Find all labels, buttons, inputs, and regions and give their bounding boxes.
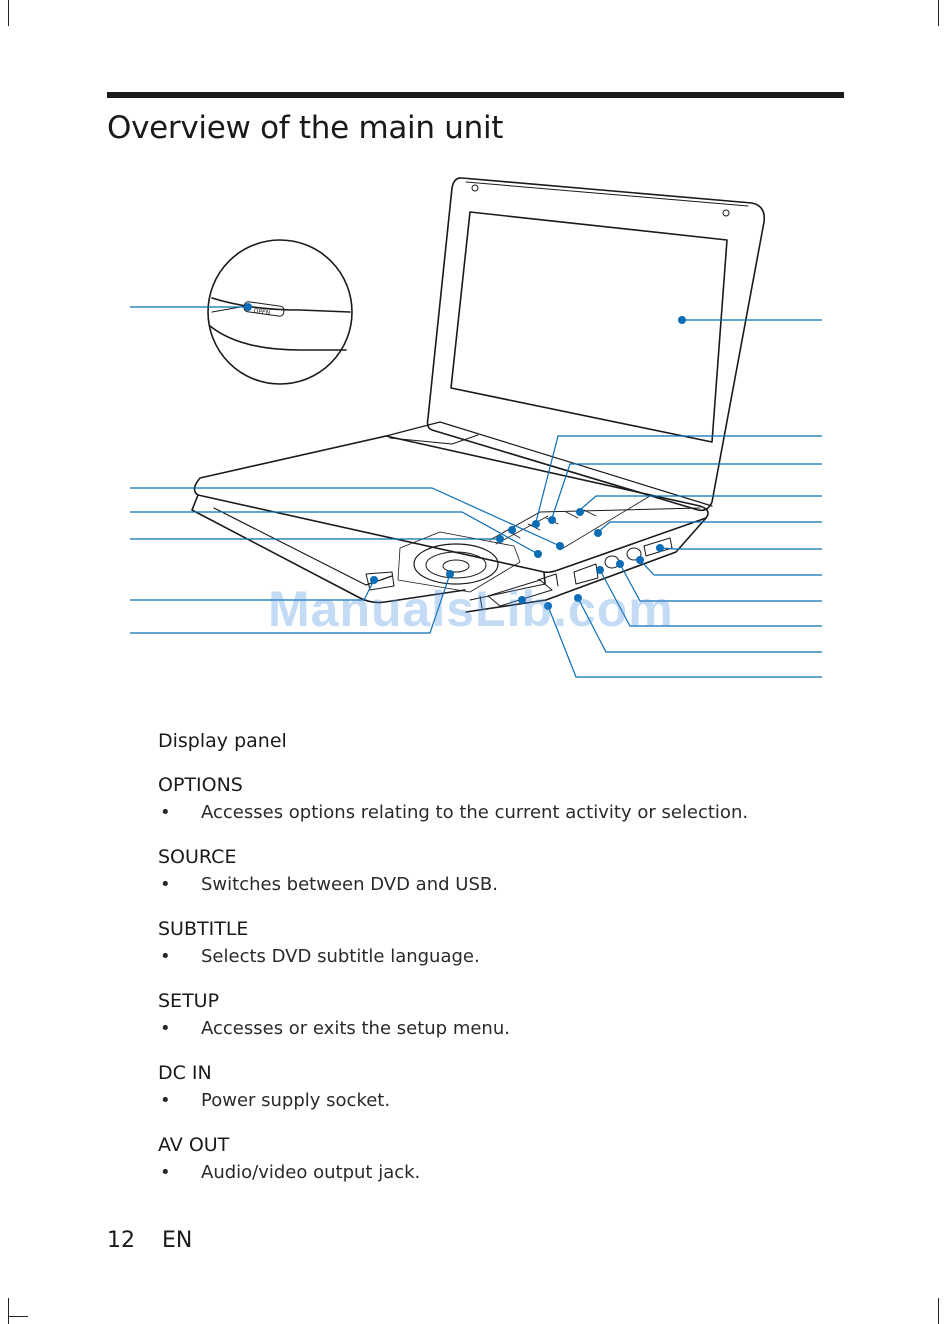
entry-display-panel xyxy=(158,728,858,754)
entry-dc-in xyxy=(158,1060,858,1114)
feature-list xyxy=(158,728,858,1186)
entry-name: SETUP xyxy=(158,990,220,1012)
entry-name: DC IN xyxy=(158,1062,212,1084)
bullet-icon: • xyxy=(160,1162,171,1183)
entry-description xyxy=(158,944,858,970)
bullet-icon: • xyxy=(160,802,171,823)
description-text: Switches between DVD and USB. xyxy=(201,874,498,895)
entry-name: AV OUT xyxy=(158,1134,230,1156)
screen-display xyxy=(451,212,727,442)
entry-description xyxy=(158,1088,858,1114)
description-text: Power supply socket. xyxy=(201,1090,391,1111)
entry-name: OPTIONS xyxy=(158,774,243,796)
crop-mark-bottom-right-v xyxy=(938,1298,939,1324)
entry-setup xyxy=(158,988,858,1042)
inset-open-label: OPEN xyxy=(253,307,271,317)
entry-name: SUBTITLE xyxy=(158,918,249,940)
bullet-icon: • xyxy=(160,874,171,895)
entry-description xyxy=(158,800,858,826)
screen-lid xyxy=(428,178,765,510)
callout-dot xyxy=(678,316,686,324)
top-rule xyxy=(107,92,844,98)
bullet-icon: • xyxy=(160,1090,171,1111)
entry-source xyxy=(158,844,858,898)
crop-mark-bottom-left-v xyxy=(8,1298,9,1324)
entry-description xyxy=(158,1016,858,1042)
entry-options xyxy=(158,772,858,826)
page-number: 12 xyxy=(107,1228,135,1253)
bullet-icon: • xyxy=(160,1018,171,1039)
entry-av-out xyxy=(158,1132,858,1186)
crop-mark-bottom-left-h xyxy=(8,1316,28,1317)
bullet-icon: • xyxy=(160,946,171,967)
description-text: Selects DVD subtitle language. xyxy=(201,946,480,967)
page-language: EN xyxy=(162,1228,193,1253)
entry-description xyxy=(158,872,858,898)
page-title: Overview of the main unit xyxy=(107,110,504,146)
entry-description xyxy=(158,1160,858,1186)
watermark: ManualsLib.com xyxy=(268,581,674,637)
entry-subtitle xyxy=(158,916,858,970)
entry-name: SOURCE xyxy=(158,846,237,868)
description-text: Accesses options relating to the current activity or selection. xyxy=(201,802,749,823)
crop-mark-top-left-v xyxy=(8,0,9,26)
description-text: Accesses or exits the setup menu. xyxy=(201,1018,510,1039)
entry-name: Display panel xyxy=(158,730,287,752)
description-text: Audio/video output jack. xyxy=(201,1162,421,1183)
crop-mark-top-right-v xyxy=(938,0,939,26)
